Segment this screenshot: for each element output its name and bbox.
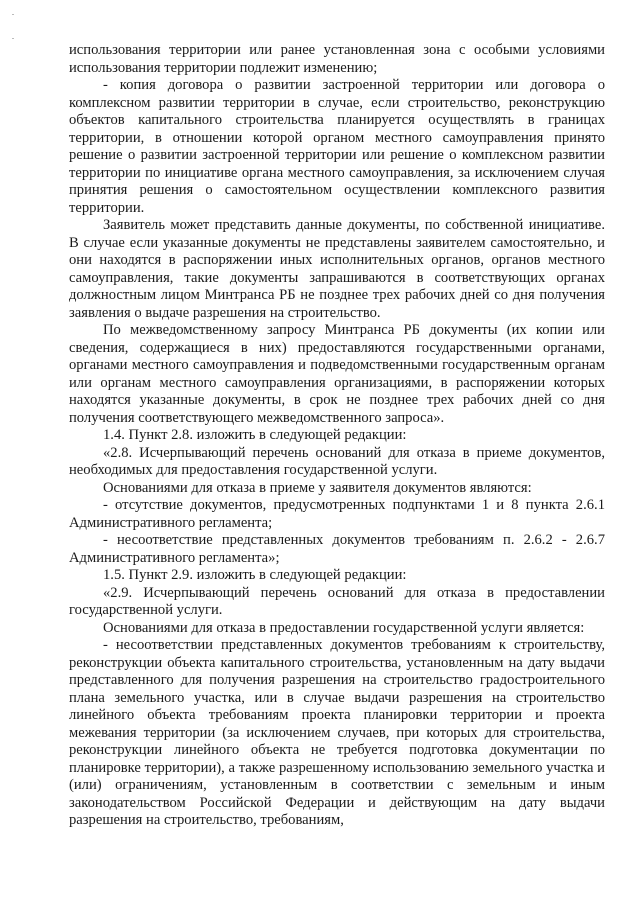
paragraph: Основаниями для отказа в приеме у заявителя документов являются:	[103, 479, 532, 496]
paragraph: - несоответствии представленных документов требованиям к строительству, реконструкции объекта капитального строительства, установленным на дату выдачи представленного для получения разрешения на строительство градостроительного плана земельного участка, или в случае выдачи разрешения на строительство линейного объекта требованиям проекта планировки территории и проекта межевания территории (за исключением случаев, при которых для строительства, реконструкции линейного объекта не требуется подготовка документации по планировке территории), а также разрешенному использованию земельного участка и (или) ограничениям, установленным в соответствии с земельным и иным законодательством Российской Федерации и действующим на дату выдачи разрешения на строительство, требованиям,	[69, 637, 605, 828]
paragraph: «2.9. Исчерпывающий перечень оснований для отказа в предоставлении государственной услуги.	[69, 584, 605, 618]
paragraph: использования территории или ранее установленная зона с особыми условиями использования территории подлежит изменению;	[69, 42, 605, 76]
paragraph: Основаниями для отказа в предоставлении государственной услуги является:	[103, 619, 585, 636]
paragraph: Заявитель может представить данные документы, по собственной инициативе. В случае если указанные документы не представлены заявителем самостоятельно, и они находятся в распоряжении иных исполнительных органов, органов местного самоуправления, такие документы запрашиваются в соответствующих органах должностным лицом Минтранса РБ не позднее трех рабочих дней со дня получения заявления о выдаче разрешения на строительство.	[69, 217, 605, 321]
paragraph: 1.5. Пункт 2.9. изложить в следующей редакции:	[103, 567, 407, 583]
paragraph: - несоответствие представленных документов требованиям п. 2.6.2 - 2.6.7 Административного регламента»;	[69, 532, 605, 566]
paragraph: - отсутствие документов, предусмотренных подпунктами 1 и 8 пункта 2.6.1 Административного регламента;	[69, 497, 605, 531]
scan-margin-mark	[12, 38, 14, 39]
paragraph: - копия договора о развитии застроенной территории или договора о комплексном развитии территории в случае, если строительство, реконструкцию объектов капитального строительства планируется осуществлять в границах территории, в отношении которой органом местного самоуправления принято решение о развитии застроенной территории или решение о комплексном развитии территории по инициативе органа местного самоуправления, за исключением случая принятия решения о самостоятельном осуществлении комплексного развития территории.	[69, 77, 605, 216]
paragraph: По межведомственному запросу Минтранса РБ документы (их копии или сведения, содержащиеся в них) предоставляются государственными органами, органами местного самоуправления и подведомственными государственным органам или органам местного самоуправления организациями, в распоряжении которых находятся указанные документы, в срок не позднее трех рабочих дней со дня получения соответствующего межведомственного запроса».	[69, 322, 605, 426]
document-body	[69, 42, 605, 830]
paragraph: «2.8. Исчерпывающий перечень оснований для отказа в приеме документов, необходимых для предоставления государственной услуги.	[69, 444, 605, 478]
paragraph: 1.4. Пункт 2.8. изложить в следующей редакции:	[103, 427, 407, 443]
scan-margin-mark	[12, 14, 14, 15]
